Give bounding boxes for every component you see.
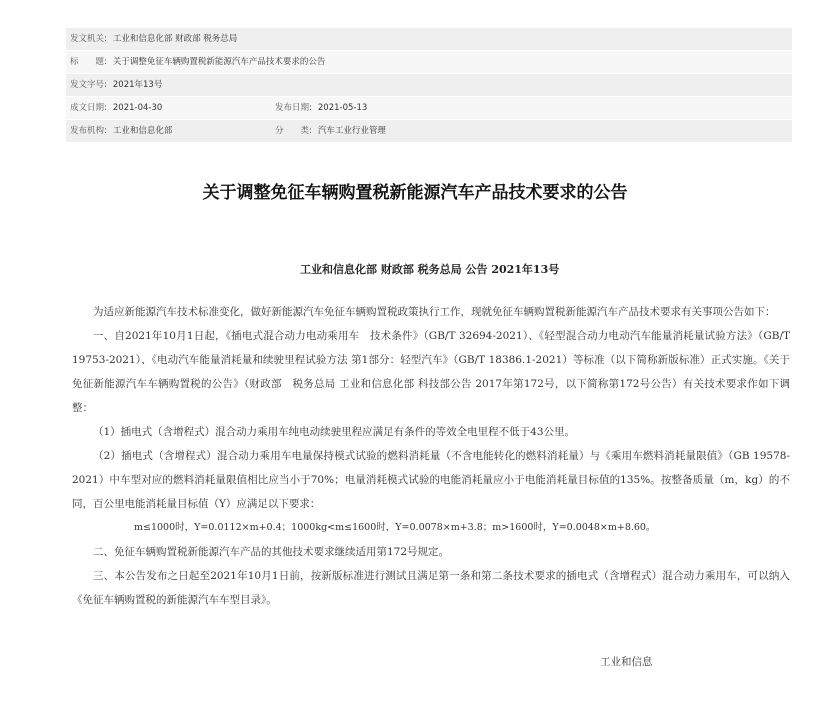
meta-cell-date-published	[275, 97, 367, 119]
meta-row-dates	[66, 97, 792, 120]
document-title: 关于调整免征车辆购置税新能源汽车产品技术要求的公告	[202, 183, 628, 203]
meta-cell-category	[275, 120, 386, 142]
meta-label: 发布日期:	[275, 103, 312, 113]
meta-row-document-number	[66, 74, 792, 97]
meta-value: 关于调整免征车辆购置税新能源汽车产品技术要求的公告	[112, 57, 326, 67]
body-paragraph-subitem-1: （1）插电式（含增程式）混合动力乘用车纯电动续驶里程应满足有条件的等效全电里程不低于43公里。	[93, 426, 576, 438]
meta-label: 发布机构:	[70, 126, 107, 136]
body-paragraph-subitem-2: （2）插电式（含增程式）混合动力乘用车电量保持模式试验的燃料消耗量（不含电能转化的燃料消耗量）与《乘用车燃料消耗量限值》（GB 19578-2021）中车型对应的燃料消耗量限值相比应当小于70%；电量消耗模式试验的电能消耗量应小于电能消耗量目标值的135%。按整备质量（m，kg）的不同，百公里电能消耗量目标值（Y）应满足以下要求：	[72, 450, 790, 510]
meta-label: 分 类:	[275, 126, 312, 136]
meta-label: 成文日期:	[70, 103, 107, 113]
meta-value: 2021-04-30	[112, 103, 163, 113]
meta-label: 发文机关:	[70, 34, 107, 44]
meta-cell-issuer	[70, 120, 275, 142]
body-paragraph-item-1: 一、自2021年10月1日起，《插电式混合动力电动乘用车 技术条件》（GB/T 32694-2021）、《轻型混合动力电动汽车能量消耗量试验方法》（GB/T 19753-2021）、《电动汽车能量消耗量和续驶里程试验方法 第1部分：轻型汽车》（GB/T 18386.1-2021）等标准（以下简称新版标准）正式实施。《关于免征新能源汽车车辆购置税的公告》（财政部 税务总局 工业和信息化部 科技部公告 2017年第172号，以下简称第172号公告）有关技术要求作如下调整：	[72, 330, 790, 414]
watermark-fade	[668, 645, 728, 675]
meta-value: 工业和信息化部	[112, 126, 173, 136]
meta-value: 汽车工业行业管理	[317, 126, 386, 136]
meta-row-organization	[66, 120, 792, 143]
signature-agency: 工业和信息	[600, 656, 653, 668]
meta-row-issuing-agency	[66, 28, 792, 51]
energy-consumption-formula: m≤1000时，Y=0.0112×m+0.4；1000kg<m≤1600时，Y=0.0078×m+3.8；m>1600时，Y=0.0048×m+8.60。	[134, 522, 656, 533]
meta-cell-date-made	[70, 97, 275, 119]
meta-label: 发文字号:	[70, 80, 107, 90]
meta-label: 标 题:	[70, 57, 107, 67]
document-metadata-table	[66, 28, 792, 143]
body-paragraph-item-3: 三、本公告发布之日起至2021年10月1日前，按新版标准进行测试且满足第一条和第二条技术要求的插电式（含增程式）混合动力乘用车，可以纳入《免征车辆购置税的新能源汽车车型目录》。	[72, 570, 790, 606]
meta-value: 工业和信息化部 财政部 税务总局	[112, 34, 238, 44]
document-body	[72, 300, 790, 612]
meta-row-title	[66, 51, 792, 74]
meta-value: 2021-05-13	[317, 103, 368, 113]
body-paragraph-intro: 为适应新能源汽车技术标准变化，做好新能源汽车免征车辆购置税政策执行工作，现就免征车辆购置税新能源汽车产品技术要求有关事项公告如下：	[93, 306, 776, 318]
body-paragraph-item-2: 二、免征车辆购置税新能源汽车产品的其他技术要求继续适用第172号规定。	[93, 546, 450, 558]
issuer-line: 工业和信息化部 财政部 税务总局 公告 2021年13号	[300, 263, 560, 276]
meta-value: 2021年13号	[112, 80, 163, 90]
